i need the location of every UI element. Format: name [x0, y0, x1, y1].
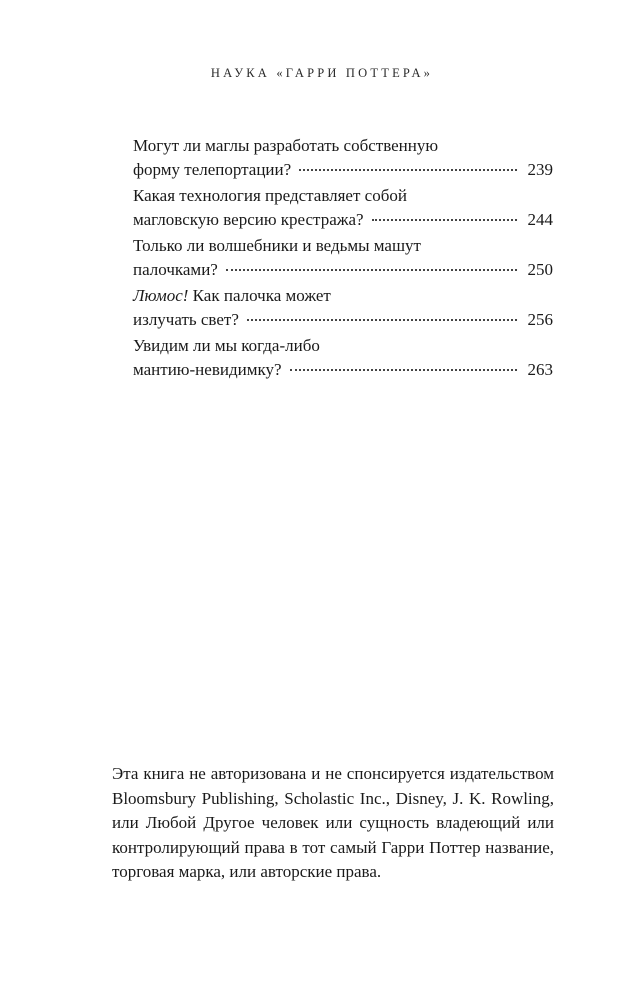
toc-entry[interactable] [133, 284, 553, 332]
toc-dot-leader [247, 319, 517, 321]
toc-entry-title-text: Только ли волшебники и ведьмы машут [133, 236, 421, 255]
toc-entry[interactable] [133, 134, 553, 182]
toc-dot-leader [226, 269, 517, 271]
toc-entry-title-continuation: палочками? [133, 260, 218, 279]
toc-page-number: 256 [527, 310, 553, 329]
toc-dot-leader [372, 219, 517, 221]
toc-dot-leader [299, 169, 517, 171]
table-of-contents [133, 134, 553, 384]
toc-entry-title-line2 [133, 158, 553, 182]
toc-entry-title-line2 [133, 308, 553, 332]
toc-entry-title-continuation: мантию-невидимку? [133, 360, 282, 379]
toc-entry-title-continuation: магловскую версию крестража? [133, 210, 364, 229]
toc-page-number: 250 [527, 260, 553, 279]
toc-entry-title-line1 [133, 234, 553, 258]
running-head: НАУКА «ГАРРИ ПОТТЕРА» [210, 66, 434, 80]
toc-entry[interactable] [133, 184, 553, 232]
toc-entry-title-text: Как палочка может [188, 286, 331, 305]
toc-entry-title-continuation: излучать свет? [133, 310, 239, 329]
toc-entry-title-text: Увидим ли мы когда-либо [133, 336, 320, 355]
toc-entry-title-continuation: форму телепортации? [133, 160, 292, 179]
toc-entry-title-line2 [133, 208, 553, 232]
toc-page-number: 263 [527, 360, 553, 379]
toc-dot-leader [290, 369, 517, 371]
disclaimer-text: Эта книга не авторизована и не спонсируется издательством Bloomsbury Publishing, Scholastic Inc., Disney, J. K. Rowling, или Любой Другое человек или сущность владеющий или контролирующий права в тот самый Гарри Поттер название, торговая марка, или авторские права. [112, 764, 554, 881]
toc-entry-title-text: Какая технология представляет собой [133, 186, 407, 205]
toc-entry[interactable] [133, 234, 553, 282]
toc-entry-title-italic: Люмос! [133, 286, 189, 305]
toc-page-number: 244 [527, 210, 553, 229]
toc-entry-title-line2 [133, 358, 553, 382]
toc-entry-title-line2 [133, 258, 553, 282]
toc-entry-title-line1 [133, 334, 553, 358]
toc-entry-title-line1 [133, 284, 553, 308]
toc-entry-title-line1 [133, 184, 553, 208]
toc-entry[interactable] [133, 334, 553, 382]
toc-entry-title-line1 [133, 134, 553, 158]
toc-entry-title-text: Могут ли маглы разработать собственную [133, 136, 439, 155]
toc-page-number: 239 [527, 160, 553, 179]
